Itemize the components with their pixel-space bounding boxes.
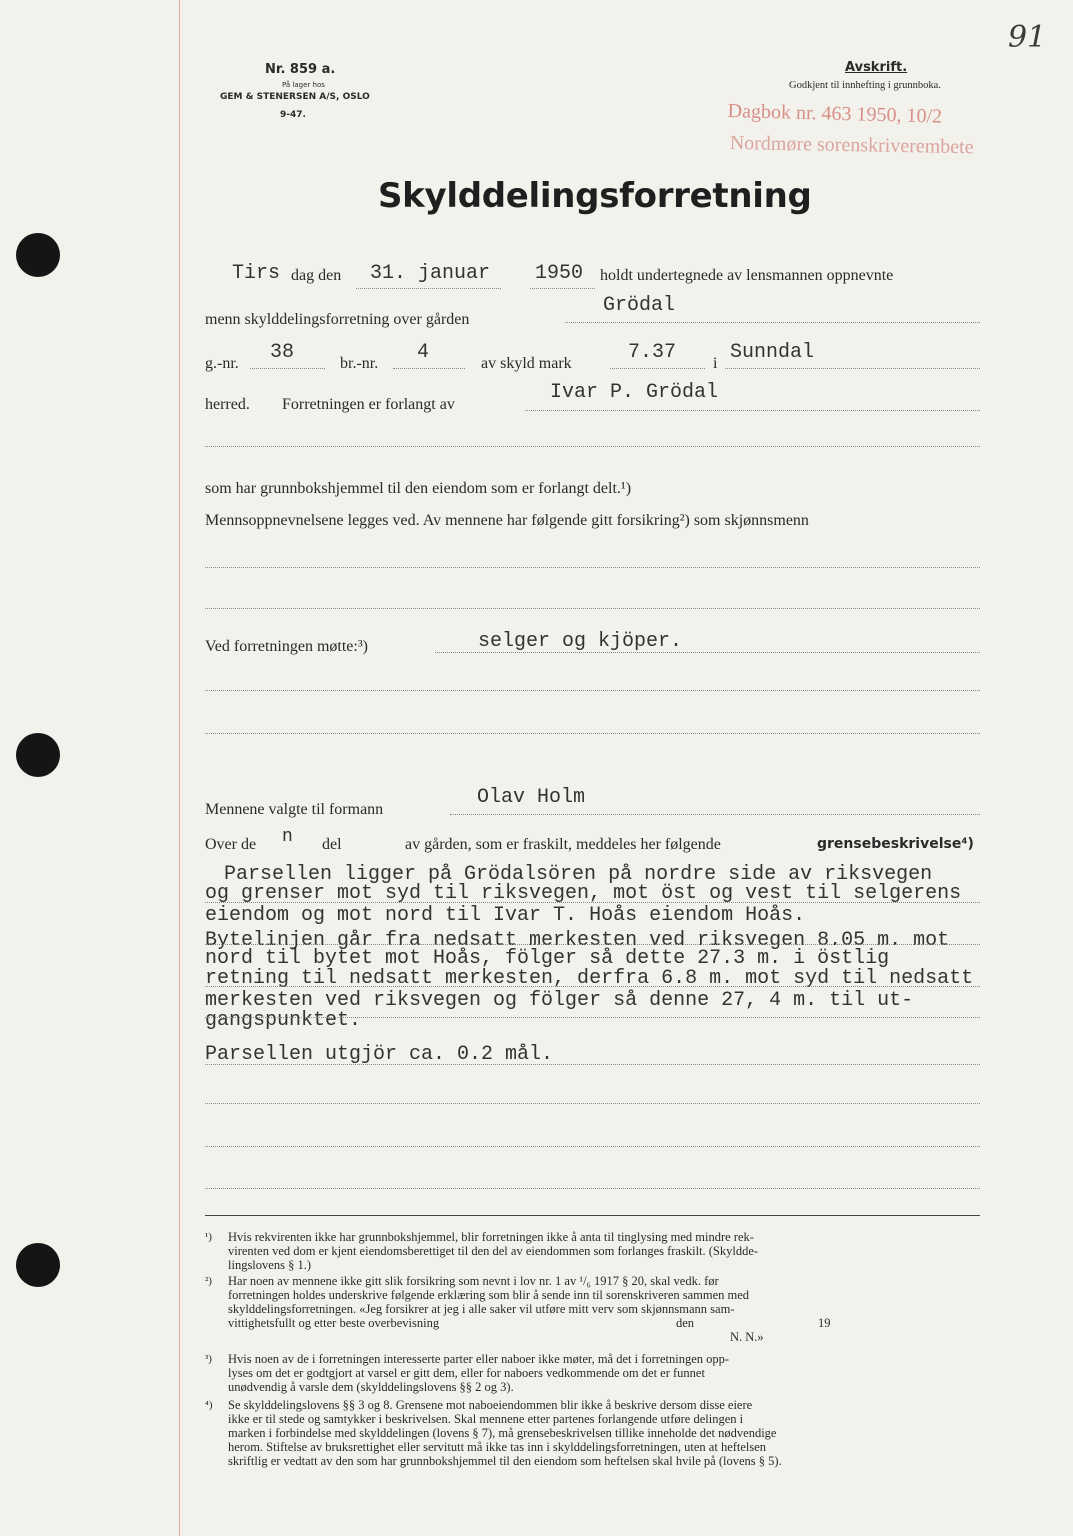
- stamp-line-2: Nordmøre sorenskriverembete: [729, 132, 974, 159]
- blank-dotline-2: [205, 567, 980, 568]
- footnote-3-line: Hvis noen av de i forretningen interesserte parter eller naboer ikke møter, må det i forretningen opp-: [228, 1352, 730, 1366]
- footnote-4-line: Se skylddelingslovens §§ 3 og 8. Grensene mot naboeiendommen blir ikke å beskrive dersom disse eiere: [228, 1398, 753, 1412]
- footnote-2-nn: N. N.»: [730, 1330, 764, 1344]
- i-label: i: [713, 355, 718, 372]
- area-line: Parsellen utgjör ca. 0.2 mål.: [205, 1043, 554, 1066]
- punch-hole-bottom: [16, 1243, 60, 1287]
- blank-dotline-6: [205, 1103, 980, 1104]
- document-title: Skylddelingsforretning: [378, 176, 812, 216]
- footnote-2-line: vittighetsfullt og etter beste overbevisning: [228, 1316, 440, 1330]
- farm-label: menn skylddelingsforretning over gården: [205, 311, 470, 328]
- footnote-4-line: ikke er til stede og samtykker i beskrivelsen. Skal mennene etter partenes forlangende utføre delingen i: [228, 1412, 744, 1426]
- desc-dotline-2: [205, 944, 980, 945]
- footnote-3-line: unødvendig å varsle dem (skylddelingslovens §§ 2 og 3).: [228, 1380, 514, 1394]
- description-line: Parsellen ligger på Grödalsören på nordre side av riksvegen: [224, 863, 933, 886]
- margin-rule: [179, 0, 180, 1536]
- bnr-value: 4: [417, 341, 430, 364]
- year-value: 1950: [535, 262, 584, 285]
- weekday-prefix: Tirs: [232, 262, 281, 285]
- desc-dotline-3: [205, 986, 980, 987]
- day-label: dag den: [291, 267, 342, 284]
- desc-dotline-1: [205, 902, 980, 903]
- bnr-label: br.-nr.: [340, 355, 379, 372]
- formann-value: Olav Holm: [477, 786, 586, 809]
- desc-dotline-4: [205, 1017, 980, 1018]
- blank-dotline-7: [205, 1146, 980, 1147]
- mote-value: selger og kjöper.: [478, 630, 683, 653]
- formann-label: Mennene valgte til formann: [205, 801, 384, 818]
- mote-label: Ved forretningen møtte:³): [205, 638, 368, 655]
- page-number: 91: [1008, 20, 1047, 55]
- blank-dotline-1: [205, 446, 980, 447]
- description-line: nord til bytet mot Hoås, fölger så dette 27.3 m. i östlig: [205, 947, 890, 970]
- footnote-1-line: Hvis rekvirenten ikke har grunnbokshjemmel, blir forretningen ikke å anta til tinglysing med mindre rek-: [228, 1230, 754, 1244]
- footnote-4-line: marken i forbindelse med skylddelingen (lovens § 7), må grensebeskrivelsen tillike inneholde det nødvendige: [228, 1426, 777, 1440]
- garden-text: av gården, som er fraskilt, meddeles her følgende: [405, 836, 721, 853]
- description-line: retning til nedsatt merkesten, derfra 6.8 m. mot syd til nedsatt: [205, 967, 974, 990]
- oppnevnelse-text: Mennsoppnevnelsene legges ved. Av mennene har følgende gitt forsikring²) som skjønnsmenn: [205, 512, 809, 529]
- over-de-label: Over de: [205, 836, 257, 853]
- gnr-dotline: [250, 368, 325, 369]
- skyld-label: av skyld mark: [481, 355, 572, 372]
- footnote-2-line: skylddelingsforretningen. «Jeg forsikrer at jeg i alle saker vil utføre mitt verv som skjønnsmann sam-: [228, 1302, 735, 1316]
- herred-dotline: [725, 368, 980, 369]
- del-label: del: [322, 836, 342, 853]
- grense-label: grensebeskrivelse⁴): [817, 836, 974, 852]
- formann-dotline: [450, 814, 980, 815]
- area-dotline: [205, 1064, 980, 1065]
- footnote-number: ²): [205, 1275, 212, 1287]
- form-number: Nr. 859 a.: [265, 62, 336, 77]
- approval-text: Godkjent til innhefting i grunnboka.: [789, 80, 941, 91]
- gnr-value: 38: [270, 341, 295, 364]
- hjemmel-text: som har grunnbokshjemmel til den eiendom som er forlangt delt.¹): [205, 480, 632, 497]
- stamp-line-1: Dagbok nr. 463 1950, 10/2: [727, 100, 943, 128]
- footnote-separator: [205, 1215, 980, 1216]
- description-line: eiendom og mot nord til Ivar T. Hoås eiendom Hoås.: [205, 904, 806, 927]
- bnr-dotline: [393, 368, 465, 369]
- footnote-2-line: Har noen av mennene ikke gitt slik forsikring som nevnt i lov nr. 1 av ¹/₆ 1917 § 20, skal vedk. før: [228, 1274, 719, 1288]
- punch-hole-top: [16, 233, 60, 277]
- footnote-3-line: lyses om det er godtgjort at varsel er gitt dem, eller for naboers vedkommende om det er funnet: [228, 1366, 705, 1380]
- gnr-label: g.-nr.: [205, 355, 239, 372]
- imprint-date-code: 9-47.: [280, 110, 306, 120]
- mote-dotline: [435, 652, 980, 653]
- farm-dotline: [565, 322, 980, 323]
- footnote-1-line: virenten ved dom er kjent eiendomsberettiget til den del av eiendommen som forlanges fraskilt. (Skyldde-: [228, 1244, 759, 1258]
- footnote-4-line: herom. Stiftelse av bruksrettighet eller servitutt må ikke tas inn i skylddelingsforretningen, uten at heftelsen: [228, 1440, 767, 1454]
- footnote-2-line: forretningen holdes underskrive følgende erklæring som blir å sende inn til sorenskriveren sammen med: [228, 1288, 750, 1302]
- footnote-number: ³): [205, 1353, 212, 1365]
- description-line: og grenser mot syd til riksvegen, mot öst og vest til selgerens: [205, 882, 962, 905]
- footnote-1-line: lingslovens § 1.): [228, 1258, 311, 1272]
- blank-dotline-8: [205, 1188, 980, 1189]
- after-date-text: holdt undertegnede av lensmannen oppnevnte: [600, 267, 894, 284]
- farm-value: Grödal: [603, 294, 676, 317]
- punch-hole-middle: [16, 733, 60, 777]
- blank-dotline-4: [205, 690, 980, 691]
- skyld-dotline: [610, 368, 705, 369]
- date-value: 31. januar: [370, 262, 491, 285]
- footnote-4-line: skriftlig er vedtatt av den som har grunnbokshjemmel til den eiendom som heftelsen skal hvile på (lovens § 5).: [228, 1454, 782, 1468]
- imprint-publisher: GEM & STENERSEN A/S, OSLO: [220, 92, 370, 102]
- footnote-number: ¹): [205, 1231, 212, 1243]
- footnote-2-den: den: [676, 1316, 695, 1330]
- herred-label: herred.: [205, 396, 250, 413]
- skyld-value: 7.37: [628, 341, 677, 364]
- imprint-small-line: På lager hos: [282, 81, 325, 89]
- requested-dotline: [525, 410, 980, 411]
- avskrift-label: Avskrift.: [845, 60, 908, 75]
- footnote-number: ⁴): [205, 1399, 213, 1411]
- requested-label: Forretningen er forlangt av: [282, 396, 455, 413]
- blank-dotline-3: [205, 608, 980, 609]
- footnote-2-year: 19: [818, 1316, 831, 1330]
- date-dotline: [356, 288, 501, 289]
- description-line: merkesten ved riksvegen og fölger så denne 27, 4 m. til ut-: [205, 989, 914, 1012]
- requested-value: Ivar P. Grödal: [550, 381, 719, 404]
- over-de-value: n: [282, 827, 293, 847]
- year-dotline: [530, 288, 595, 289]
- description-line: Bytelinjen går fra nedsatt merkesten ved riksvegen 8.05 m. mot: [205, 929, 950, 952]
- description-line: gangspunktet.: [205, 1009, 362, 1032]
- herred-value: Sunndal: [730, 341, 815, 364]
- blank-dotline-5: [205, 733, 980, 734]
